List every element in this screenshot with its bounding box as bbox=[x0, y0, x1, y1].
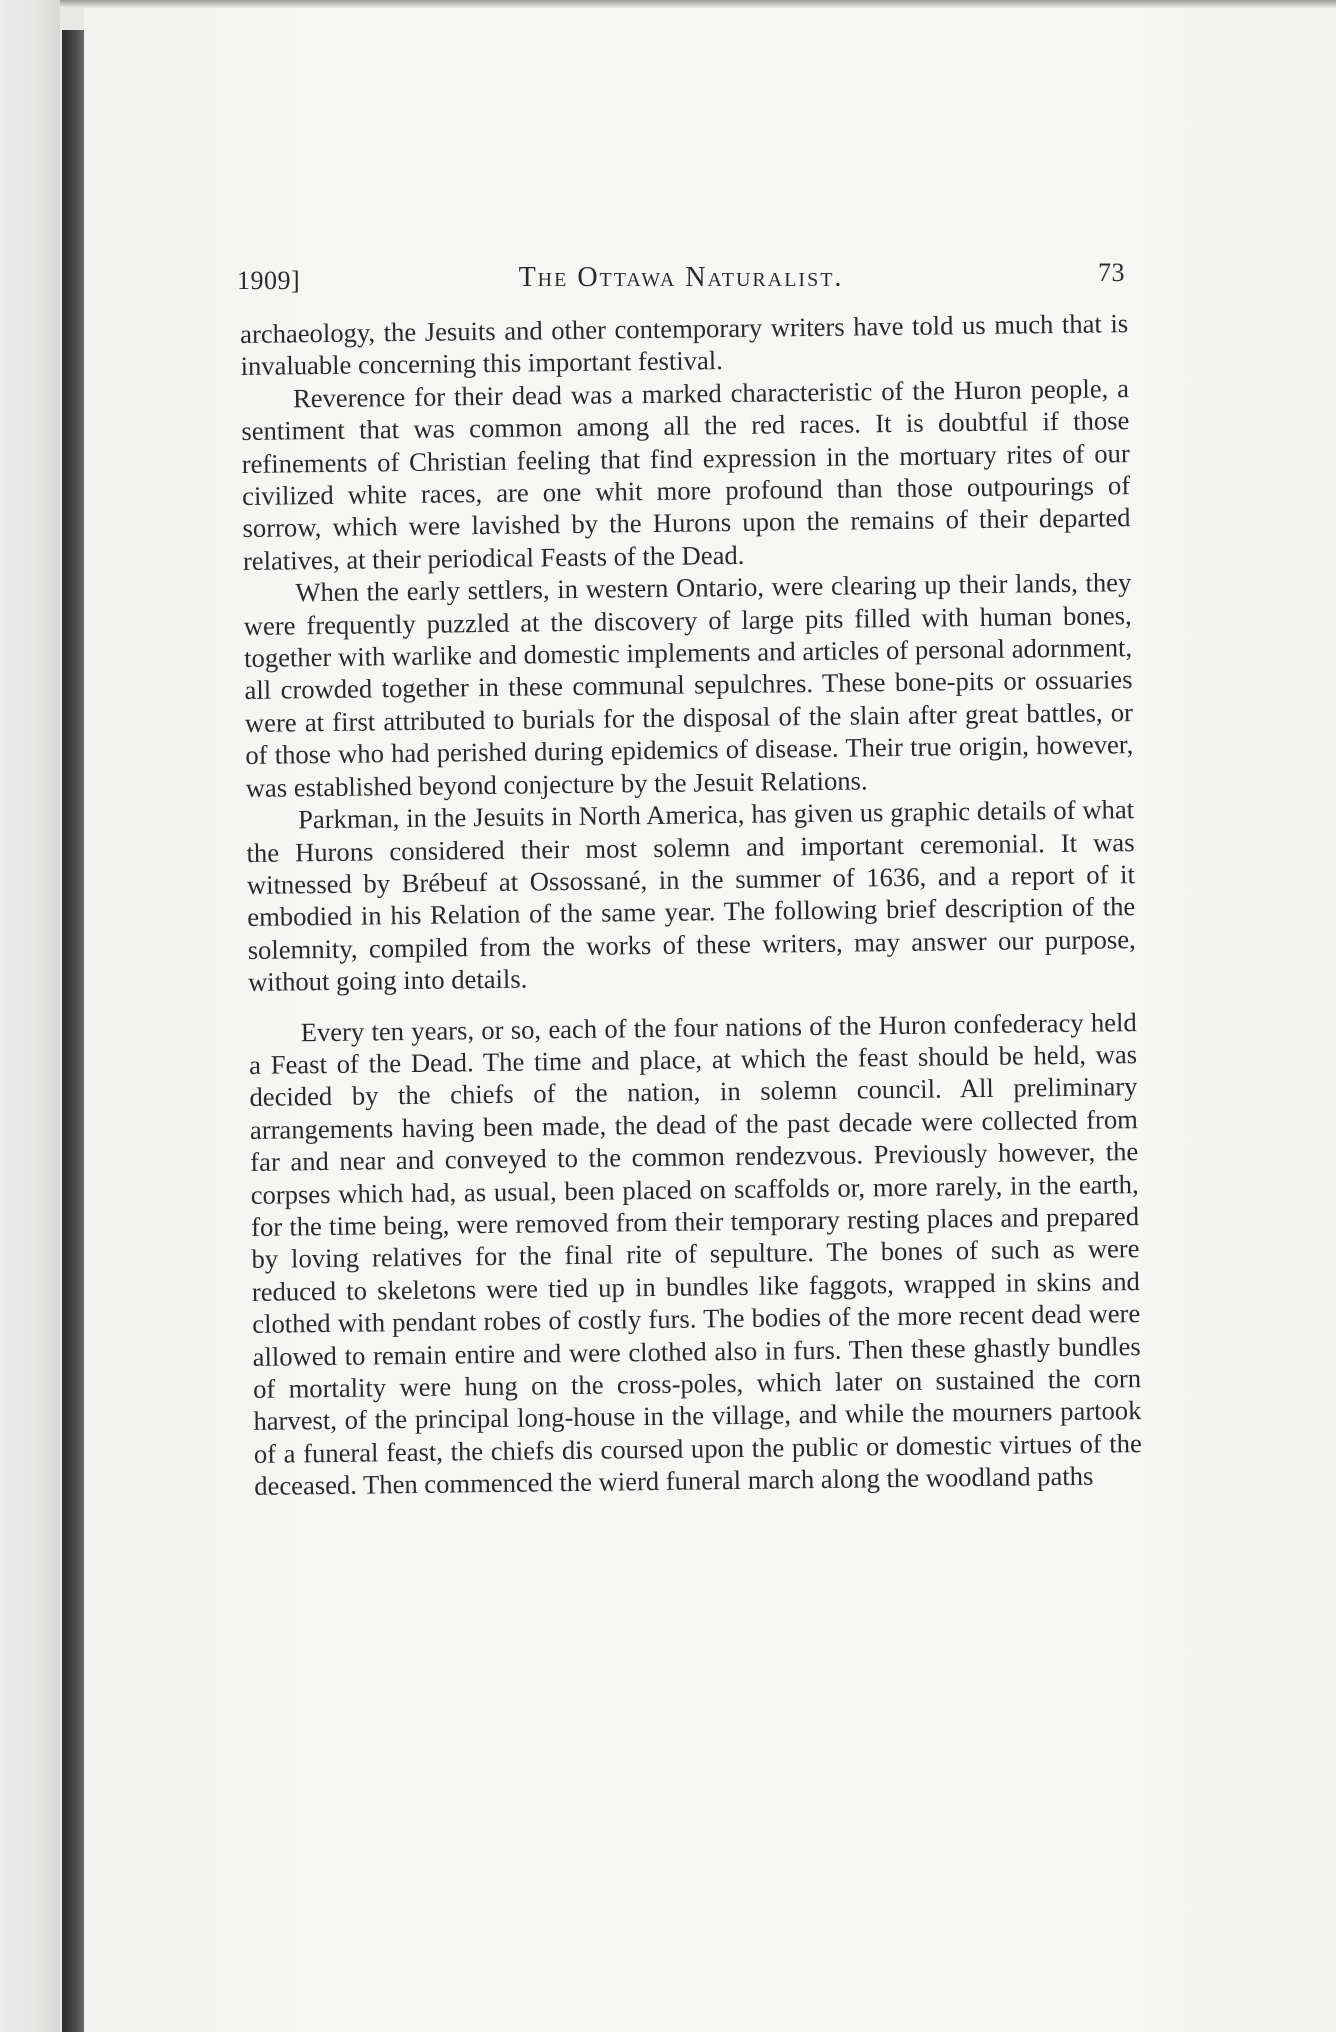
paragraph: When the early settlers, in western Ontario, were clearing up their lands, they were frequently puzzled at the discovery of large pits filled with human bones, together with warlike and domestic implements and articles of personal adornment, all crowded together in these communal sepulchres. These bone-pits or ossuaries were at first attributed to burials for the disposal of the slain after great battles, or of those who had perished during epidemics of disease. Their true origin, however, was established beyond conjecture by the Jesuit Relations. bbox=[243, 567, 1134, 803]
page-number: 73 bbox=[1098, 258, 1125, 287]
paragraph: Every ten years, or so, each of the four nations of the Huron confederacy held a Feast of the Dead. The time and place, at which the feast should be held, was decided by the chiefs of the nation, in solemn council. All preliminary arrangements having been made, the dead of the past decade were collected from far and near and conveyed to the common rendezvous. Previously however, the corpses which had, as usual, been placed on scaffolds or, more rarely, in the earth, for the time being, were removed from their temporary resting places and prepared by loving relatives for the final rite of sepulture. The bones of such as were reduced to skeletons were tied up in bundles like faggots, wrapped in skins and clothed with pendant robes of costly furs. The bodies of the more recent dead were allowed to remain entire and were clothed also in furs. Then these ghastly bundles of mortality were hung on the cross-poles, which later on sustained the corn harvest, of the principal long-house in the village, and while the mourners partook of a funeral feast, the chiefs dis coursed upon the public or domestic virtues of the deceased. Then commenced the wierd funeral march along the woodland paths bbox=[248, 1006, 1142, 1502]
running-head-year: 1909] bbox=[237, 266, 301, 295]
paragraph: Reverence for their dead was a marked characteristic of the Huron people, a sentiment that was common among all the red races. It is doubtful if those refinements of Christian feeling that find expression in the mortuary rites of our civilized white races, are one whit more profound than those outpourings of sorrow, which were lavished by the Hurons upon the remains of their departed relatives, at their periodical Feasts of the Dead. bbox=[241, 372, 1131, 576]
paragraph: Parkman, in the Jesuits in North America, has given us graphic details of what the Hurons considered their most solemn and important ceremonial. It was witnessed by Brébeuf at Ossossané, in the summer of 1636, and a report of it embodied in his Relation of the same year. The following brief description of the solemnity, compiled from the works of these writers, may answer our purpose, without going into details. bbox=[246, 794, 1136, 998]
book-binding-edge bbox=[62, 30, 84, 2032]
top-edge-shadow bbox=[60, 0, 1336, 8]
paragraph: archaeology, the Jesuits and other contemporary writers have told us much that is invaluable concerning this important festival. bbox=[240, 308, 1129, 382]
scan-margin bbox=[0, 0, 60, 2032]
body-text bbox=[240, 307, 1142, 1502]
running-head bbox=[237, 258, 1125, 298]
running-head-title: The Ottawa Naturalist. bbox=[518, 262, 844, 293]
